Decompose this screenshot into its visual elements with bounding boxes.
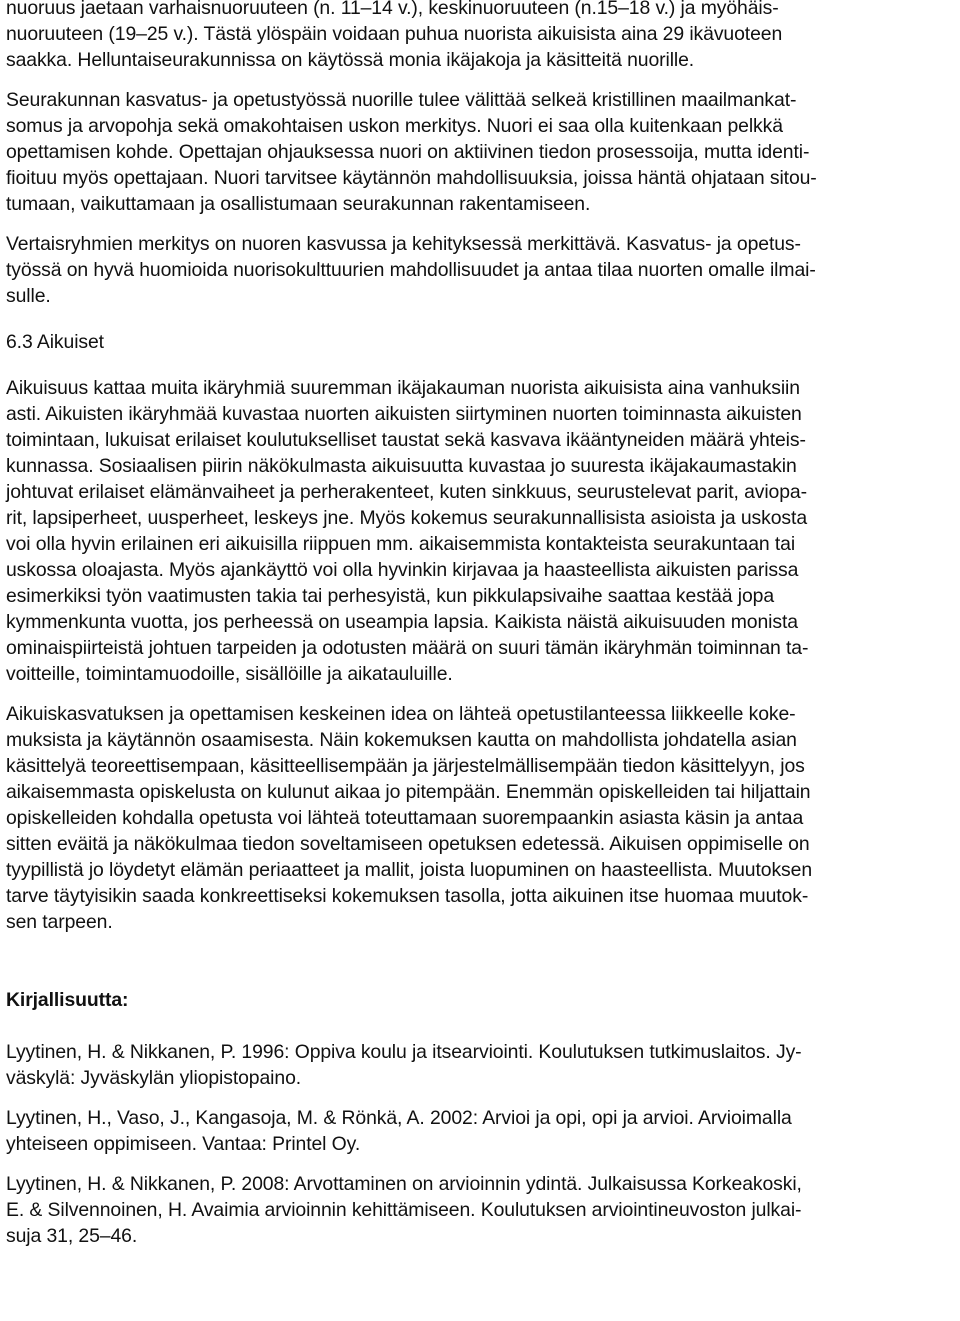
text-line: voi olla hyvin erilainen eri aikuisilla riippuen mm. aikaisemmista kontakteista seurakuntaan tai (6, 533, 796, 555)
text-line: esimerkiksi työn vaatimusten takia tai perhesyistä, kun pikkulapsivaihe saattaa kestää jopa (6, 585, 775, 607)
text-line: kymmenkunta vuotta, jos perheessä on useampia lapsia. Kaikista näistä aikuisuuden monista (6, 611, 798, 633)
text-line: somus ja arvopohja sekä omakohtaisen uskon merkitys. Nuori ei saa olla kuitenkaan pelkkä (6, 115, 783, 137)
paragraph (6, 87, 950, 217)
text-line: johtuvat erilaiset elämänvaiheet ja perherakenteet, kuten sinkkuus, seurustelevat parit, aviopa- (6, 481, 807, 503)
text-line: toimintaan, lukuisat erilaiset koulutukselliset taustat sekä kasvava ikääntyneiden määrä yhteis- (6, 429, 806, 451)
text-line: voitteille, toimintamuodoille, sisällöille ja aikatauluille. (6, 663, 453, 685)
text-line: asti. Aikuisten ikäryhmää kuvastaa nuorten aikuisten siirtyminen nuorten toiminnasta aikuisten (6, 403, 802, 425)
section-heading: 6.3 Aikuiset (6, 331, 104, 353)
reference-entry (6, 1171, 950, 1249)
text-line: nuoruuteen (19–25 v.). Tästä ylöspäin voidaan puhua nuorista aikuisista aina 29 ikävuoteen (6, 23, 783, 45)
reference-entry (6, 1105, 950, 1157)
text-line: tyypillistä jo löydetyt elämän periaatteet ja mallit, joista luopuminen on haasteellista. Muutoksen (6, 859, 813, 881)
document-page (6, 0, 950, 1249)
text-line: ominaispiirteistä johtuen tarpeiden ja odotusten määrä on suuri tämän ikäryhmän toiminnan ta- (6, 637, 809, 659)
text-line: käsittelyä teoreettisempaan, käsitteellisempään ja järjestelmällisempään tiedon käsittelyyn, jos (6, 755, 805, 777)
text-line: Lyytinen, H. & Nikkanen, P. 1996: Oppiva koulu ja itsearviointi. Koulutuksen tutkimuslaitos. Jy- (6, 1041, 802, 1063)
text-line: tarve täytyisikin saada konkreettiseksi kokemuksen tasolla, jotta aikuinen itse huomaa muutok- (6, 885, 809, 907)
text-line: Lyytinen, H. & Nikkanen, P. 2008: Arvottaminen on arvioinnin ydintä. Julkaisussa Korkeakoski, (6, 1173, 802, 1195)
paragraph (6, 701, 950, 935)
text-line: Lyytinen, H., Vaso, J., Kangasoja, M. & Rönkä, A. 2002: Arvioi ja opi, opi ja arvioi. Arvioimalla (6, 1107, 792, 1129)
text-line: Aikuisuus kattaa muita ikäryhmiä suuremman ikäjakauman nuorista aikuisista aina vanhuksiin (6, 377, 800, 399)
text-line: uskossa oloajasta. Myös ajankäyttö voi olla hyvinkin kirjavaa ja haasteellista aikuisten parissa (6, 559, 799, 581)
text-line: Seurakunnan kasvatus- ja opetustyössä nuorille tulee välittää selkeä kristillinen maailmankat- (6, 89, 797, 111)
text-line: suja 31, 25–46. (6, 1225, 138, 1247)
paragraph (6, 375, 950, 687)
text-line: sulle. (6, 285, 51, 307)
paragraph (6, 231, 950, 309)
intro-paragraph (6, 0, 950, 73)
text-line: yhteiseen oppimiseen. Vantaa: Printel Oy. (6, 1133, 361, 1155)
text-line: sen tarpeen. (6, 911, 113, 933)
text-line: fioituu myös opettajaan. Nuori tarvitsee käytännön mahdollisuuksia, joissa häntä ohjataan sitou- (6, 167, 817, 189)
text-line: nuoruus jaetaan varhaisnuoruuteen (n. 11–14 v.), keskinuoruuteen (n.15–18 v.) ja myöhäis- (6, 0, 779, 19)
text-line: tumaan, vaikuttamaan ja osallistumaan seurakunnan rakentamiseen. (6, 193, 591, 215)
text-line: aikaisemmasta opiskelusta on kulunut aikaa jo pitempään. Enemmän opiskelleiden tai hiljattain (6, 781, 811, 803)
text-line: kunnassa. Sosiaalisen piirin näkökulmasta aikuisuutta kuvastaa jo suuresta ikäjakaumastakin (6, 455, 797, 477)
text-line: työssä on hyvä huomioida nuorisokulttuurien mahdollisuudet ja antaa tilaa nuorten omalle ilmai- (6, 259, 816, 281)
text-line: rit, lapsiperheet, uusperheet, leskeys jne. Myös kokemus seurakunnallisista asioista ja uskosta (6, 507, 807, 529)
text-line: opettamisen kohde. Opettajan ohjauksessa nuori on aktiivinen tiedon prosessoija, mutta identi- (6, 141, 810, 163)
text-line: väskylä: Jyväskylän yliopistopaino. (6, 1067, 302, 1089)
text-line: Aikuiskasvatuksen ja opettamisen keskeinen idea on lähteä opetustilanteessa liikkeelle koke- (6, 703, 796, 725)
text-line: sitten eväitä ja näkökulmaa tiedon soveltamiseen opetuksen edetessä. Aikuisen oppimiselle on (6, 833, 810, 855)
references-heading: Kirjallisuutta: (6, 989, 129, 1011)
text-line: muksista ja käytännön osaamisesta. Näin kokemuksen kautta on mahdollista johdatella asian (6, 729, 797, 751)
text-line: opiskelleiden kohdalla opetusta voi lähteä toteuttamaan suorempaankin asiasta käsin ja antaa (6, 807, 804, 829)
reference-entry (6, 1039, 950, 1091)
text-line: E. & Silvennoinen, H. Avaimia arvioinnin kehittämiseen. Koulutuksen arviointineuvoston julkai- (6, 1199, 802, 1221)
text-line: saakka. Helluntaiseurakunnissa on käytössä monia ikäjakoja ja käsitteitä nuorille. (6, 49, 695, 71)
text-line: Vertaisryhmien merkitys on nuoren kasvussa ja kehityksessä merkittävä. Kasvatus- ja opetus- (6, 233, 801, 255)
